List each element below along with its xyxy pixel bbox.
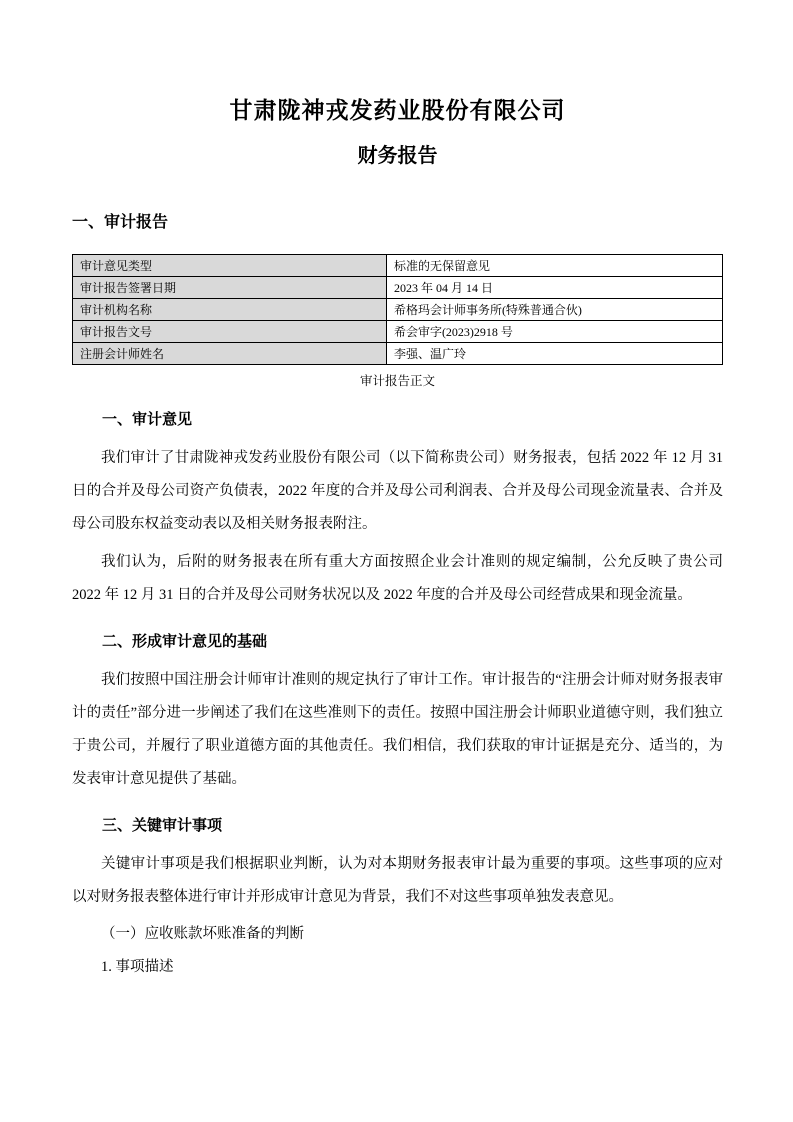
heading-key-audit-matters: 三、关键审计事项: [102, 818, 223, 834]
audit-info-table: [72, 254, 723, 365]
row-value-cell: 李强、温广玲: [386, 343, 722, 365]
table-row: [73, 299, 723, 321]
section-heading-audit-report: 一、审计报告: [72, 214, 169, 231]
page-title: 甘肃陇神戎发药业股份有限公司: [229, 98, 566, 123]
paragraph-audit-scope: 我们审计了甘肃陇神戎发药业股份有限公司（以下简称贵公司）财务报表，包括 2022 年 12 月 31 日的合并及母公司资产负债表，2022 年度的合并及母公司利润表、合并及母公司现金流量表、合并及母公司股东权益变动表以及相关财务报表附注。: [72, 450, 723, 532]
row-label-cell: 审计报告文号: [73, 321, 387, 343]
table-row: [73, 255, 723, 277]
row-value-cell: 希会审字(2023)2918 号: [386, 321, 722, 343]
table-caption: 审计报告正文: [359, 374, 435, 388]
heading-basis-for-opinion: 二、形成审计意见的基础: [102, 634, 268, 650]
row-label-cell: 审计机构名称: [73, 299, 387, 321]
row-value-cell: 2023 年 04 月 14 日: [386, 277, 722, 299]
table-row: [73, 321, 723, 343]
row-value-cell: 希格玛会计师事务所(特殊普通合伙): [386, 299, 722, 321]
row-value-cell: 标准的无保留意见: [386, 255, 722, 277]
page-subtitle: 财务报告: [357, 145, 438, 167]
row-label-cell: 注册会计师姓名: [73, 343, 387, 365]
row-label-cell: 审计意见类型: [73, 255, 387, 277]
heading-audit-opinion: 一、审计意见: [102, 412, 193, 428]
table-row: [73, 277, 723, 299]
paragraph-opinion-statement: 我们认为，后附的财务报表在所有重大方面按照企业会计准则的规定编制，公允反映了贵公司 2022 年 12 月 31 日的合并及母公司财务状况以及 2022 年度的合并及母公司经营成果和现金流量。: [72, 554, 723, 603]
table-row: [73, 343, 723, 365]
subheading-receivables-bad-debt: （一）应收账款坏账准备的判断: [101, 926, 304, 942]
paragraph-basis-statement: 我们按照中国注册会计师审计准则的规定执行了审计工作。审计报告的“注册会计师对财务报表审计的责任”部分进一步阐述了我们在这些准则下的责任。按照中国注册会计师职业道德守则，我们独立于贵公司，并履行了职业道德方面的其他责任。我们相信，我们获取的审计证据是充分、适当的，为发表审计意见提供了基础。: [72, 672, 723, 787]
row-label-cell: 审计报告签署日期: [73, 277, 387, 299]
subheading-matter-description: 1. 事项描述: [101, 959, 174, 975]
paragraph-key-matters-statement: 关键审计事项是我们根据职业判断，认为对本期财务报表审计最为重要的事项。这些事项的应对以对财务报表整体进行审计并形成审计意见为背景，我们不对这些事项单独发表意见。: [72, 856, 723, 905]
